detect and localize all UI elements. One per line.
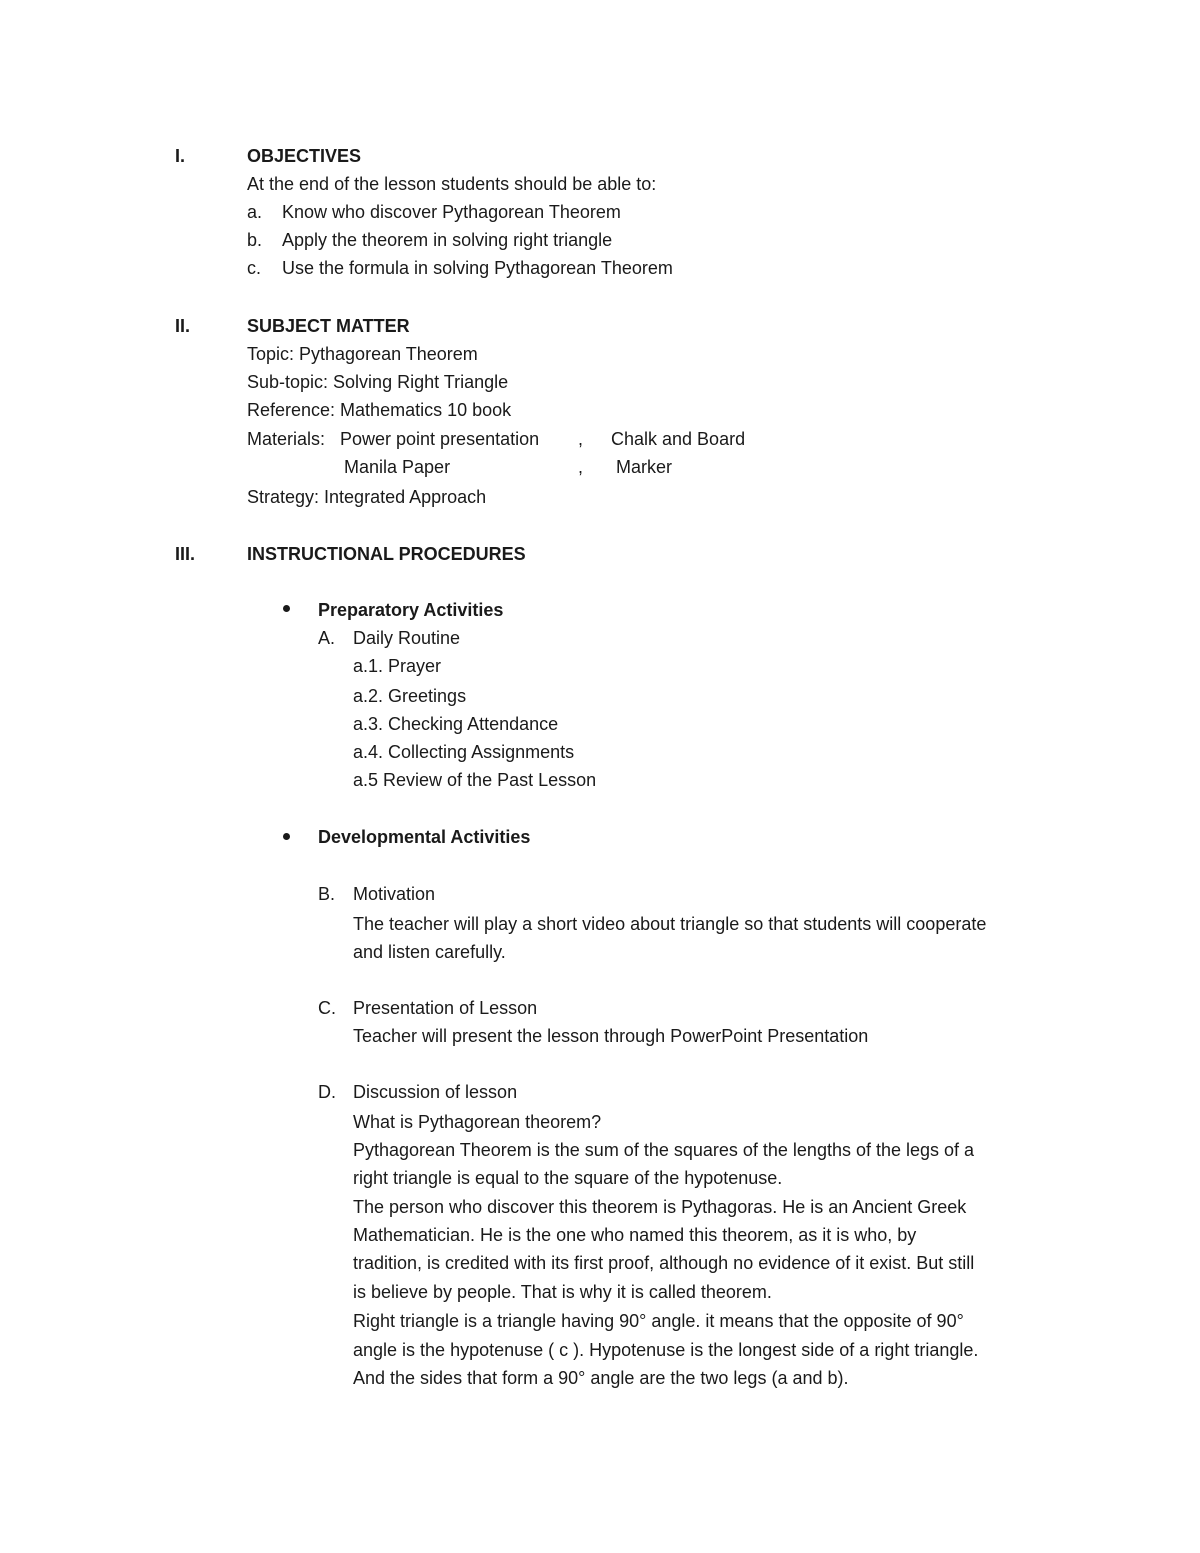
motivation-text: The teacher will play a short video about triangle so that students will cooperate — [353, 914, 987, 934]
section-heading-objectives: OBJECTIVES — [247, 146, 362, 166]
presentation-marker: C. — [318, 998, 336, 1018]
section-numeral-subject-matter: II. — [175, 316, 191, 336]
discussion-text: Right triangle is a triangle having 90° angle. it means that the opposite of 90° — [353, 1311, 964, 1331]
discussion-text: Pythagorean Theorem is the sum of the squares of the lengths of the legs of a — [353, 1140, 975, 1160]
material-item: Marker — [616, 457, 673, 477]
subtopic-line: Sub-topic: Solving Right Triangle — [247, 372, 509, 392]
section-numeral-objectives: I. — [175, 146, 186, 166]
routine-title: Daily Routine — [353, 628, 461, 648]
material-separator: , — [578, 429, 584, 449]
preparatory-heading: Preparatory Activities — [318, 600, 504, 620]
objective-marker: b. — [247, 230, 263, 250]
routine-item: a.5 Review of the Past Lesson — [353, 770, 597, 790]
objective-item: Use the formula in solving Pythagorean Theorem — [282, 258, 673, 278]
objective-marker: c. — [247, 258, 262, 278]
section-heading-subject-matter: SUBJECT MATTER — [247, 316, 410, 336]
objective-item: Know who discover Pythagorean Theorem — [282, 202, 621, 222]
material-item: Manila Paper — [344, 457, 451, 477]
discussion-text: The person who discover this theorem is Pythagoras. He is an Ancient Greek — [353, 1197, 967, 1217]
materials-label: Materials: — [247, 429, 326, 449]
material-item: Chalk and Board — [611, 429, 746, 449]
discussion-text: Mathematician. He is the one who named this theorem, as it is who, by — [353, 1225, 917, 1245]
topic-line: Topic: Pythagorean Theorem — [247, 344, 478, 364]
routine-item: a.3. Checking Attendance — [353, 714, 559, 734]
presentation-text: Teacher will present the lesson through PowerPoint Presentation — [353, 1026, 869, 1046]
section-numeral-procedures: III. — [175, 544, 196, 564]
discussion-text: angle is the hypotenuse ( c ). Hypotenuse is the longest side of a right triangle. — [353, 1340, 979, 1360]
routine-item: a.4. Collecting Assignments — [353, 742, 575, 762]
discussion-text: right triangle is equal to the square of the hypotenuse. — [353, 1168, 783, 1188]
discussion-text: tradition, is credited with its first proof, although no evidence of it exist. But still — [353, 1253, 975, 1273]
objective-marker: a. — [247, 202, 263, 222]
objectives-intro: At the end of the lesson students should be able to: — [247, 174, 657, 194]
discussion-text: is believe by people. That is why it is called theorem. — [353, 1282, 772, 1302]
presentation-title: Presentation of Lesson — [353, 998, 538, 1018]
bullet-icon — [283, 833, 290, 840]
bullet-icon — [283, 605, 290, 612]
discussion-marker: D. — [318, 1082, 336, 1102]
discussion-text: And the sides that form a 90° angle are the two legs (a and b). — [353, 1368, 849, 1388]
section-heading-procedures: INSTRUCTIONAL PROCEDURES — [247, 544, 526, 564]
routine-item: a.1. Prayer — [353, 656, 442, 676]
discussion-text: What is Pythagorean theorem? — [353, 1112, 602, 1132]
developmental-heading: Developmental Activities — [318, 827, 531, 847]
routine-marker: A. — [318, 628, 336, 648]
motivation-text: and listen carefully. — [353, 942, 506, 962]
material-separator: , — [578, 457, 584, 477]
routine-item: a.2. Greetings — [353, 686, 467, 706]
objective-item: Apply the theorem in solving right triangle — [282, 230, 613, 250]
motivation-title: Motivation — [353, 884, 436, 904]
strategy-line: Strategy: Integrated Approach — [247, 487, 487, 507]
reference-line: Reference: Mathematics 10 book — [247, 400, 512, 420]
motivation-marker: B. — [318, 884, 336, 904]
discussion-title: Discussion of lesson — [353, 1082, 518, 1102]
material-item: Power point presentation — [340, 429, 540, 449]
